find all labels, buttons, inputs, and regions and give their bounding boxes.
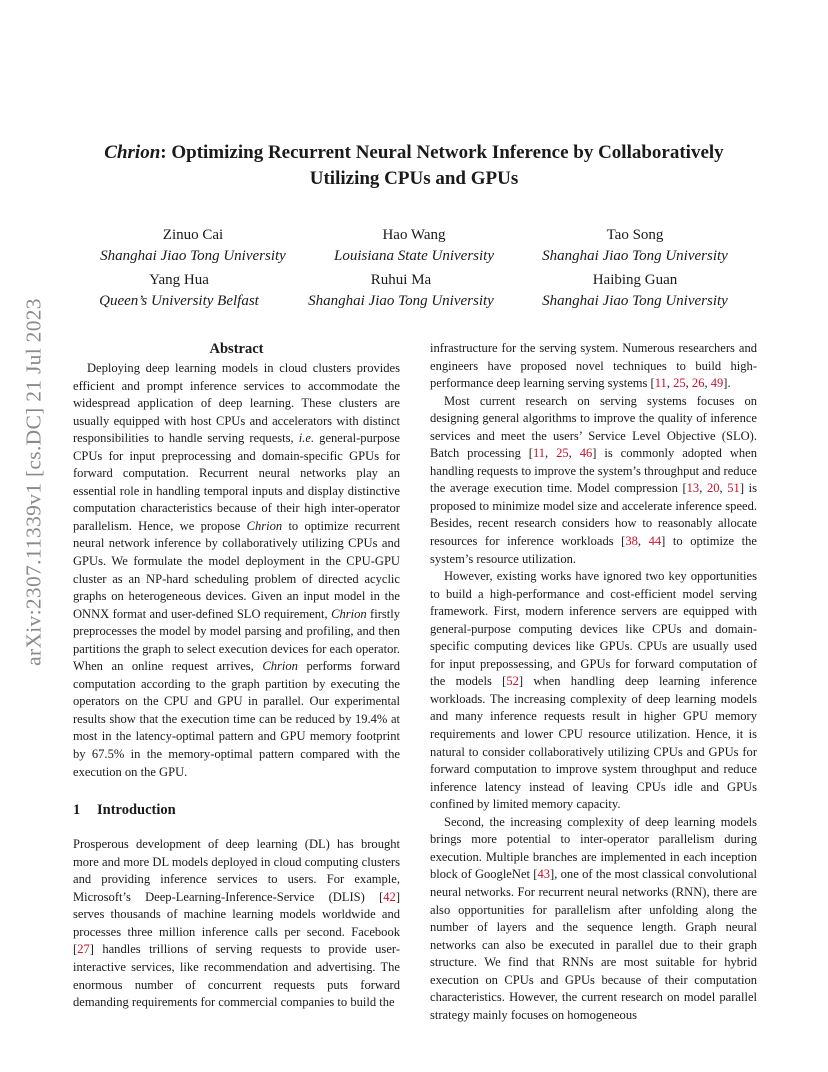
- citation-link[interactable]: 27: [77, 942, 90, 957]
- citation-link[interactable]: 46: [579, 446, 593, 461]
- paper-title: [60, 140, 768, 192]
- citation-link[interactable]: 11: [532, 446, 546, 461]
- citation-link[interactable]: 44: [648, 534, 662, 549]
- author-affiliation: Shanghai Jiao Tong University: [100, 248, 286, 264]
- citation-link[interactable]: 25: [556, 446, 569, 461]
- citation-link[interactable]: 43: [537, 867, 551, 882]
- author-name: Haibing Guan: [592, 272, 678, 288]
- left-column: [73, 340, 400, 1012]
- citation-link[interactable]: 13: [686, 481, 700, 496]
- author-affiliation: Shanghai Jiao Tong University: [542, 248, 728, 264]
- citation-link[interactable]: 11: [654, 376, 667, 391]
- body-paragraph: Most current research on serving systems focuses on designing general algorithms to improve the quality of inference services and meet the users’ Service Level Objective (SLO). Batch processing [11, 25, 46] is commonly adopted when handling requests to improve the system’s throughput and reduce the average execution time. Model compression [13, 20, 51] is proposed to minimize model size and accelerate inference speed. Besides, recent research considers how to reasonably allocate resources for inference workloads [38, 44] to optimize the system’s resource utilization.: [430, 393, 758, 566]
- author-4: [64, 270, 294, 312]
- citation-link[interactable]: 26: [691, 376, 705, 391]
- author-6: [520, 270, 750, 312]
- author-affiliation: Louisiana State University: [334, 248, 494, 264]
- title-rest: : Optimizing Recurrent Neural Network Inference by Collaboratively: [160, 142, 724, 163]
- author-affiliation: Queen’s University Belfast: [99, 293, 259, 309]
- intro-paragraph: Prosperous development of deep learning (DL) has brought more and more DL models deployed in cloud computing clusters and providing inference services to users. For example, Microsoft’s Deep-Learning-Inference-Service (DLIS) [42] serves thousands of machine learning models worldwide and processes three million inference calls per second. Facebook [27] handles trillions of serving requests to provide user-interactive services, like recommendation and advertising. The enormous number of concurrent requests puts forward demanding requirements for commercial companies to build the: [73, 837, 400, 1010]
- arxiv-id-text: arXiv:2307.11339v1 [cs.DC] 21 Jul 2023: [21, 298, 46, 666]
- author-name: Hao Wang: [382, 227, 446, 243]
- author-2: [299, 225, 529, 267]
- author-name: Ruhui Ma: [370, 272, 432, 288]
- author-name: Tao Song: [606, 227, 664, 243]
- citation-link[interactable]: 52: [506, 674, 519, 689]
- arxiv-identifier: [14, 292, 54, 672]
- right-column: [430, 340, 757, 1024]
- author-name: Zinuo Cai: [162, 227, 224, 243]
- author-affiliation: Shanghai Jiao Tong University: [542, 293, 728, 309]
- citation-link[interactable]: 42: [383, 889, 396, 904]
- abstract-paragraph: Deploying deep learning models in cloud clusters provides efficient and prompt inference services to accommodate the widespread application of deep learning. These clusters are usually equipped with host CPUs and accelerators with distinct responsibilities to handle serving requests, i.e. general-purpose CPUs for input preprocessing and domain-specific GPUs for forward computation. Recurrent neural networks play an essential role in handling temporal inputs and display distinctive computation characteristics because of their high inter-operator parallelism. Hence, we propose Chrion to optimize recurrent neural network inference by collaboratively utilizing CPUs and GPUs. We formulate the model deployment in the CPU-GPU cluster as an NP-hard scheduling problem of directed acyclic graphs on heterogeneous devices. Given an input model in the ONNX format and user-defined SLO requirement, Chrion firstly preprocesses the model by model parsing and profiling, and then partitions the graph to select execution devices for each operator. When an online request arrives, Chrion performs forward computation according to the graph partition by executing the operators on the CPU and GPU in parallel. Our experimental results show that the execution time can be reduced by 19.4% at most in the latency-optimal pattern and GPU memory footprint by 67.5% in the memory-optimal pattern compared with the execution on the GPU.: [73, 361, 401, 779]
- author-3: [520, 225, 750, 267]
- title-line2: Utilizing CPUs and GPUs: [309, 168, 519, 189]
- section-heading-introduction: 1 Introduction: [73, 802, 176, 819]
- author-affiliation: Shanghai Jiao Tong University: [308, 293, 494, 309]
- body-paragraph: However, existing works have ignored two key opportunities to build a high-performance and cost-efficient model serving framework. First, modern inference servers are equipped with general-purpose computing devices like CPUs and domain-specific computing devices like GPUs. CPUs are usually used for input prepossessing, and GPUs for forward computation of the models [52] when handling deep learning inference workloads. The increasing complexity of deep learning models and many inference requests result in higher GPU memory requirements and lower CPU resource utilization. Hence, it is natural to consider collaboratively utilizing CPUs and GPUs for forward computation to improve system throughput and reduce inference latency instead of leaving CPUs idle and GPUs confined by limited memory capacity.: [430, 569, 758, 812]
- citation-link[interactable]: 20: [706, 481, 720, 496]
- citation-link[interactable]: 25: [673, 376, 686, 391]
- citation-link[interactable]: 51: [727, 481, 740, 496]
- body-paragraph: infrastructure for the serving system. Numerous researchers and engineers have proposed novel techniques to build high-performance deep learning serving systems [11, 25, 26, 49].: [430, 341, 757, 391]
- abstract-heading: Abstract: [209, 341, 264, 357]
- author-name: Yang Hua: [149, 272, 209, 288]
- title-system-name: Chrion: [104, 142, 161, 163]
- citation-link[interactable]: 49: [710, 376, 724, 391]
- citation-link[interactable]: 38: [625, 534, 638, 549]
- author-1: [78, 225, 308, 267]
- body-paragraph: Second, the increasing complexity of deep learning models brings more potential to inter-operator parallelism during execution. Multiple branches are implemented in each inception block of GoogleNet [43], one of the most classical convolutional neural networks. For recurrent neural networks (RNN), there are also opportunities for parallelism after unfolding along the number of layers and the sequence length. Graph neural networks can also be executed in parallel due to their graph structure. We find that RNNs are most suitable for hybrid execution on CPUs and GPUs because of their computation characteristics. However, the current research on model parallel strategy mainly focuses on homogeneous: [430, 814, 757, 1022]
- author-5: [286, 270, 516, 312]
